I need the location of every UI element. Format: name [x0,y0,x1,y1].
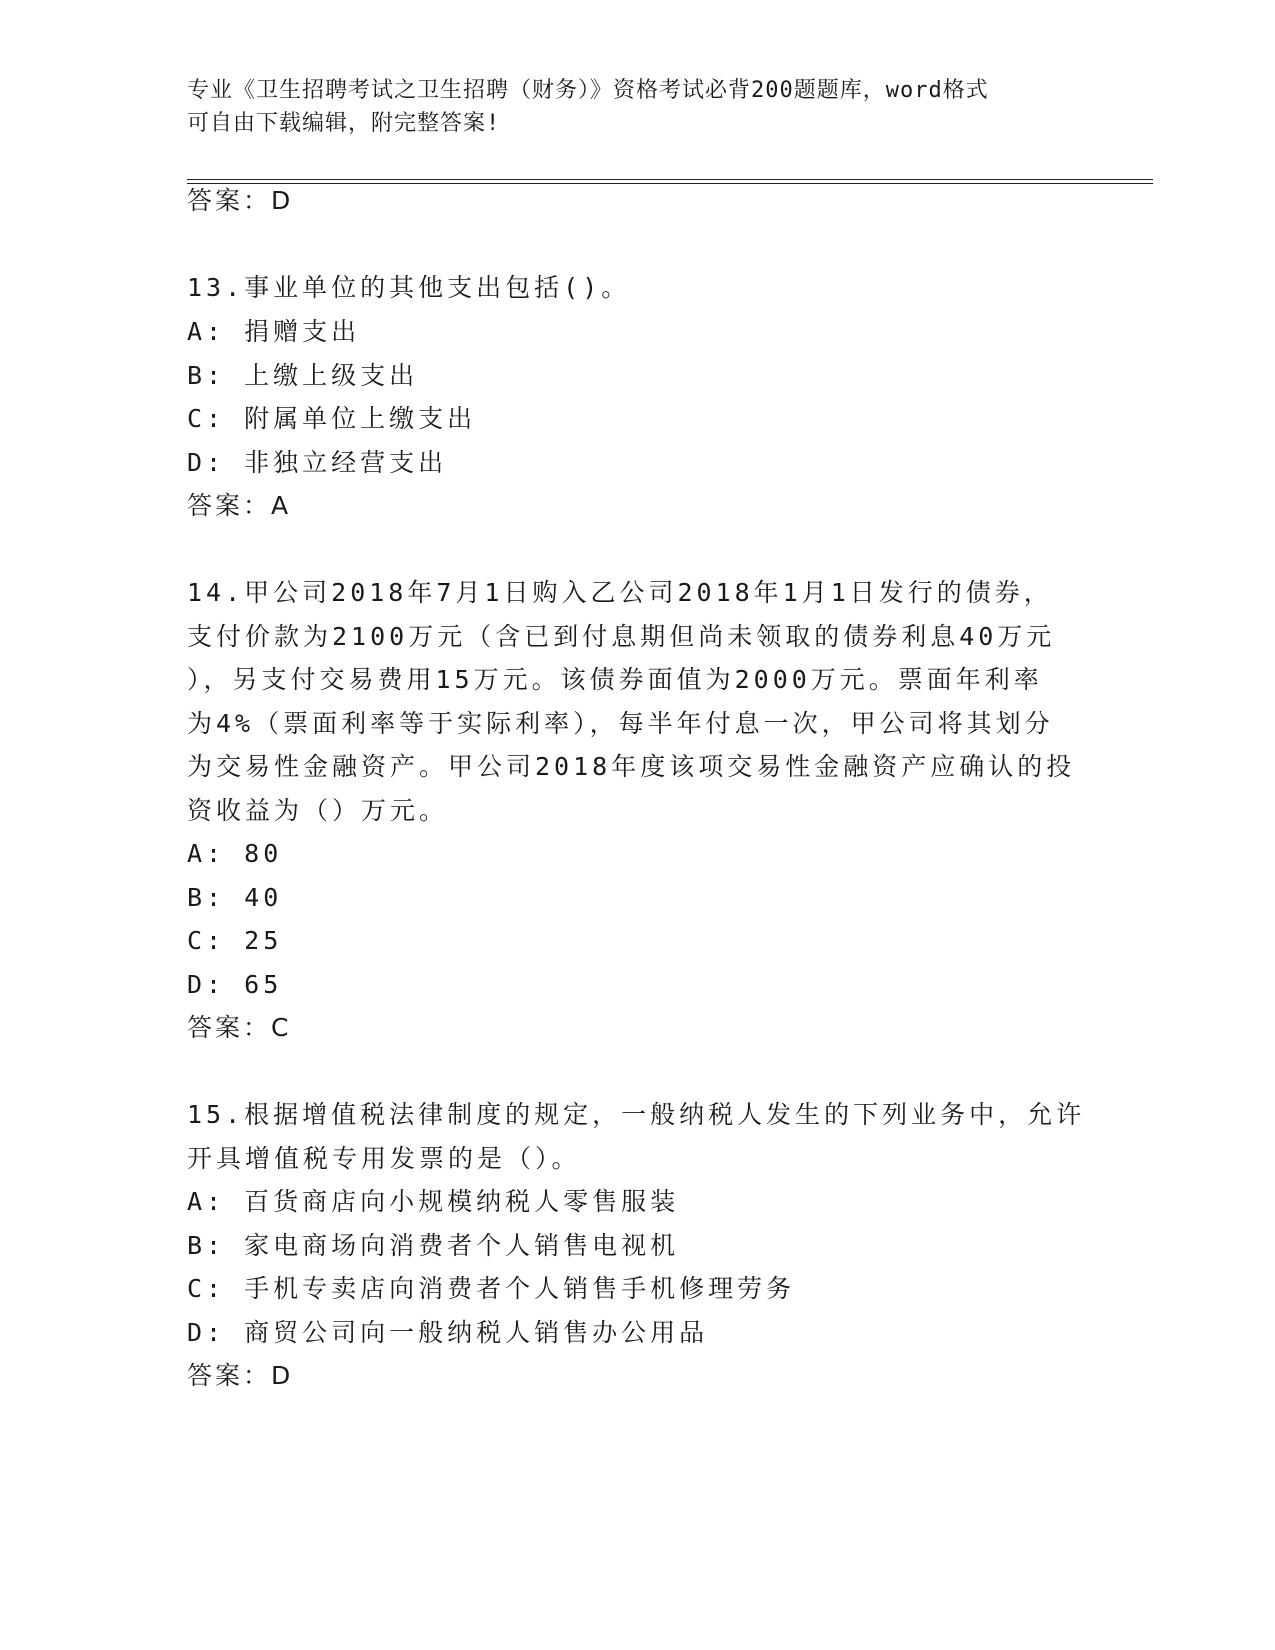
question-14-stem-line: 14.甲公司2018年7月1日购入乙公司2018年1月1日发行的债券， [187,578,1053,607]
question-14-option-d: D: 65 [187,970,283,999]
document-header [187,74,1087,140]
question-14-stem-line: 为4%（票面利率等于实际利率），每半年付息一次，甲公司将其划分 [187,709,1054,738]
previous-answer: 答案：D [187,186,294,215]
question-14-stem-line: ），另支付交易费用15万元。该债券面值为2000万元。票面年利率 [187,665,1043,694]
header-divider-bottom [187,183,1153,184]
header-divider-top [187,179,1153,180]
question-13-option-a: A: 捐赠支出 [187,317,361,346]
question-14-option-a: A: 80 [187,839,283,868]
question-15-option-c: C: 手机专卖店向消费者个人销售手机修理劳务 [187,1274,796,1303]
question-15-option-a: A: 百货商店向小规模纳税人零售服装 [187,1187,680,1216]
question-15-option-d: D: 商贸公司向一般纳税人销售办公用品 [187,1318,709,1347]
question-14-stem-line: 资收益为（）万元。 [187,796,449,825]
question-14-stem-line: 支付价款为2100万元（含已到付息期但尚未领取的债券利息40万元 [187,622,1056,651]
question-13-option-d: D: 非独立经营支出 [187,448,448,477]
question-15-stem-line: 开具增值税专用发票的是（）。 [187,1144,581,1173]
question-13-stem: 13.事业单位的其他支出包括()。 [187,273,631,302]
question-14-stem-line: 为交易性金融资产。甲公司2018年度该项交易性金融资产应确认的投 [187,752,1076,781]
question-14-option-b: B: 40 [187,883,283,912]
question-13-option-c: C: 附属单位上缴支出 [187,404,477,433]
question-13-answer: 答案：A [187,491,292,520]
question-15-answer: 答案：D [187,1361,294,1390]
question-13-option-b: B: 上缴上级支出 [187,361,419,390]
question-14-option-c: C: 25 [187,926,283,955]
header-line-1: 专业《卫生招聘考试之卫生招聘（财务）》资格考试必背200题题库，word格式 [187,78,989,103]
header-line-2: 可自由下载编辑，附完整答案! [187,111,501,136]
question-15-stem-line: 15.根据增值税法律制度的规定，一般纳税人发生的下列业务中，允许 [187,1100,1086,1129]
question-14-answer: 答案：C [187,1013,292,1042]
question-15-option-b: B: 家电商场向消费者个人销售电视机 [187,1231,680,1260]
